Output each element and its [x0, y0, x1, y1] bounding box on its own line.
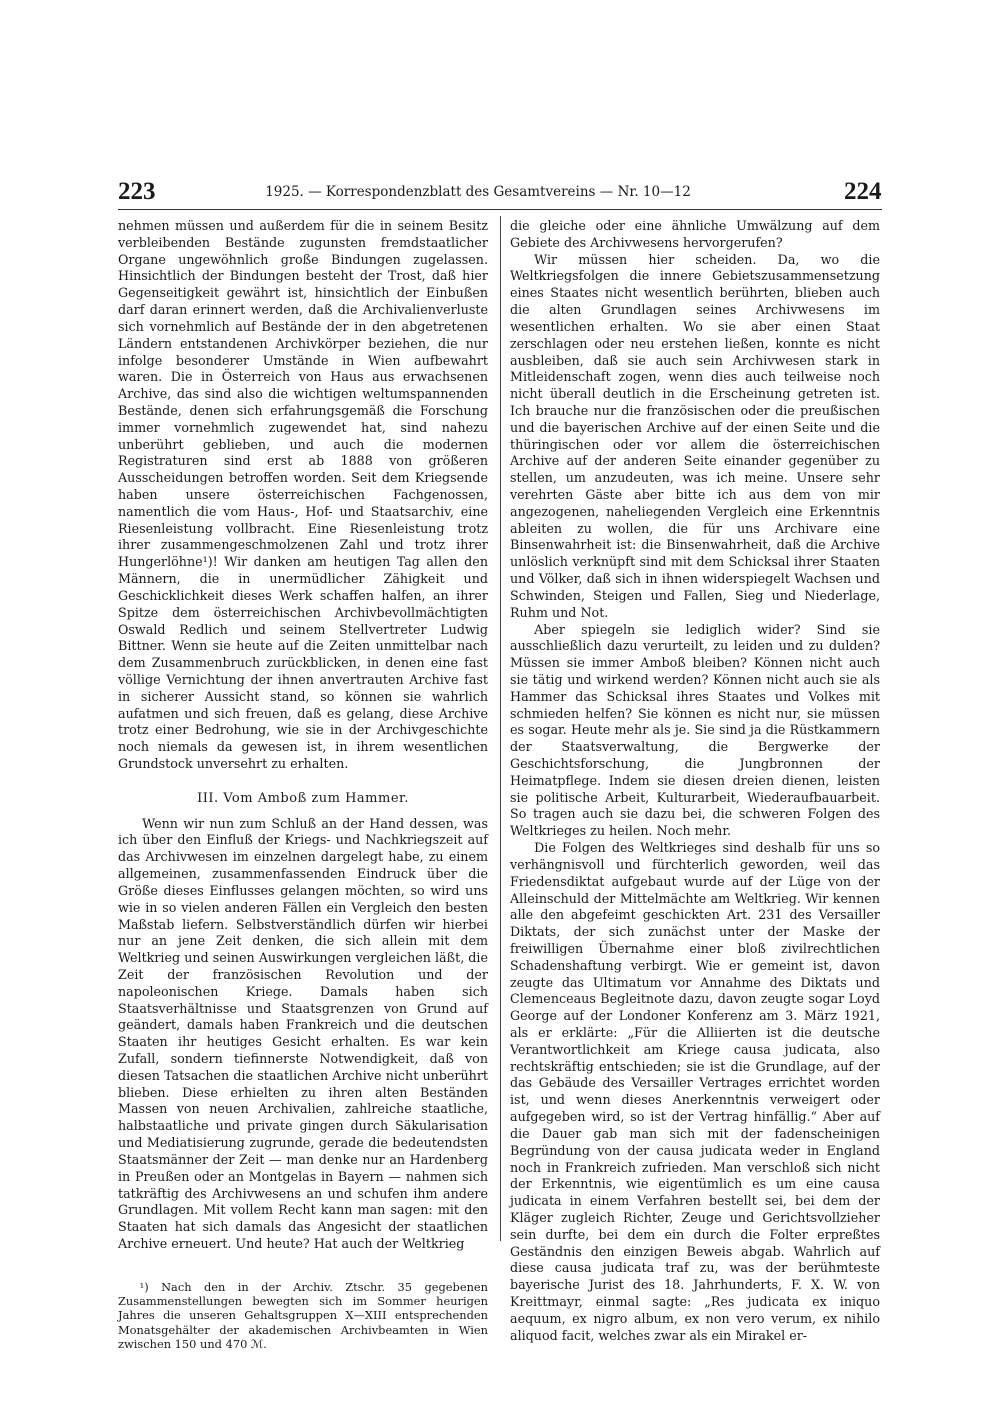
page-number-right: 224 [844, 178, 882, 205]
paragraph: Die Folgen des Weltkrieges sind deshalb für uns so verhängnisvoll und fürchterlich geworden, weil das Friedensdiktat aufgebaut wurde auf der Lüge von der Alleinschuld der Mittelmächte am Weltkrieg. Wir kennen alle den abgefeimt geschickten Art. 231 des Versailler Diktats, der sich zunächst unter der Maske der freiwilligen Übernahme einer bloß zivilrechtlichen Schadenshaftung verbirgt. Wie er gemeint ist, davon zeugte das Ultimatum vor Annahme des Diktats und Clemenceaus Begleitnote dazu, davon zeugte sogar Loyd George auf der Londoner Konferenz am 3. März 1921, als er erklärte: „Für die Alliierten ist die deutsche Verantwortlichkeit am Kriege causa judicata, also rechtskräftig entschieden; sie ist die Grundlage, auf der das Gebäude des Versailler Vertrages errichtet worden ist, und wenn dieses Anerkenntnis verweigert oder aufgegeben wird, so ist der Vertrag hinfällig.“ Aber auf die Dauer gab man sich mit der fadenscheinigen Begründung von der causa judicata weder in England noch in Frankreich zufrieden. Man verschloß sich nicht der Erkenntnis, wie eigentümlich es um eine causa judicata in einem Verfahren bestellt sei, bei dem der Kläger zugleich Richter, Zeuge und Gerichtsvollzieher sein durfte, bei dem ein durch die Folter erpreßtes Geständnis den einzigen Beweis abgab. Wahrlich auf diese causa judicata traf zu, was der berühmteste bayerische Jurist des 18. Jahrhunderts, F. X. W. von Kreittmayr, einmal sagte: „Res judicata ex iniquo aequum, ex nigro album, ex non vero verum, ex nihilo aliquod facit, welches zwar als ein Mirakel er- [510, 840, 880, 1343]
right-column [510, 218, 880, 1344]
paragraph: Aber spiegeln sie lediglich wider? Sind sie ausschließlich dazu verurteilt, zu leiden und zu dulden? Müssen sie immer Amboß bleiben? Können nicht auch sie tätig und wirkend werden? Können nicht auch sie als Hammer das Schicksal ihres Staates und Volkes mit schmieden helfen? Sie können es nicht nur, sie müssen es sogar. Heute mehr als je. Sie sind ja die Rüstkammern der Staatsverwaltung, die Bergwerke der Geschichtsforschung, die Jungbronnen der Heimatpflege. Indem sie diesen dreien dienen, leisten sie politische Arbeit, Kulturarbeit, Wiederaufbauarbeit. So tragen auch sie dazu bei, die schweren Folgen des Weltkrieges zu heilen. Noch mehr. [510, 621, 880, 839]
section-heading: III. Vom Amboß zum Hammer. [197, 790, 409, 806]
footnote-separator [118, 1267, 488, 1269]
page-number-left: 223 [118, 178, 156, 205]
paragraph: Wir müssen hier scheiden. Da, wo die Weltkriegsfolgen die innere Gebietszusammensetzung eines Staates nicht wesentlich berührten, blieben auch die alten Grundlagen seines Archivwesens im wesentlichen erhalten. Wo sie aber einen Staat zerschlagen oder neu erstehen ließen, konnte es nicht ausbleiben, daß sie auch sein Archivwesen stark in Mitleidenschaft zogen, wenn dies auch teilweise noch nicht überall deutlich in die Erscheinung getreten ist. Ich brauche nur die französischen oder die preußischen und die bayerischen Archive auf der einen Seite und die thüringischen oder vor allem die österreichischen Archive auf der anderen Seite einander gegenüber zu stellen, um anzudeuten, was ich meine. Unsere sehr verehrten Gäste aber bitte ich aus dem von mir angezogenen, naheliegenden Vergleich eine Erkenntnis ableiten zu wollen, die für uns Archivare eine Binsenwahrheit ist: die Binsenwahrheit, daß die Archive unlöslich verknüpft sind mit dem Schicksal ihrer Staaten und Völker, daß sich in ihnen widerspiegelt Wachsen und Schwinden, Steigen und Fallen, Sieg und Niederlage, Ruhm und Not. [510, 251, 880, 620]
column-divider [500, 216, 501, 1241]
footnote: ¹) Nach den in der Archiv. Ztschr. 35 gegebenen Zusammenstellungen bewegten sich im Sommer heurigen Jahres die unseren Gehaltsgruppen X—XIII entsprechenden Monatsgehälter der akademischen Archivbeamten in Wien zwischen 150 und 470 ℳ. [118, 1279, 488, 1352]
left-column [118, 218, 488, 1352]
header-rule [118, 209, 882, 210]
paragraph: nehmen müssen und außerdem für die in seinem Besitz verbleibenden Bestände zugunsten fremdstaatlicher Organe ungewöhnlich große Bindungen zugelassen. Hinsichtlich der Bindungen besteht der Trost, daß hier Gegenseitigkeit gewährt ist, hinsichtlich der Einbußen darf daran erinnert werden, daß die Archivalienverluste sich vornehmlich auf Bestände der in den abgetretenen Ländern entstandenen Archivkörper beziehen, die nur infolge besonderer Umstände in Wien aufbewahrt waren. Die in Österreich von Haus aus erwachsenen Archive, das sind also die wichtigen weltumspannenden Bestände, denen sich erfahrungsgemäß die Forschung immer vornehmlich zugewendet hat, sind nahezu unberührt geblieben, und auch die modernen Registraturen sind erst ab 1888 von größeren Ausscheidungen betroffen worden. Seit dem Kriegsende haben unsere österreichischen Fachgenossen, namentlich die vom Haus-, Hof- und Staatsarchiv, eine Riesenleistung vollbracht. Eine Riesenleistung trotz ihrer zusammengeschmolzenen Zahl und trotz ihrer Hungerlöhne¹)! Wir danken am heutigen Tag allen den Männern, die in unermüdlicher Zähigkeit und Geschicklichkeit dieses Werk schaffen halfen, an ihrer Spitze dem österreichischen Archivbevollmächtigten Oswald Redlich und seinem Stellvertreter Ludwig Bittner. Wenn sie heute auf die Zeiten unmittelbar nach dem Zusammenbruch zurückblicken, in denen eine fast völlige Vernichtung der ihnen anvertrauten Archive fast in sicherer Aussicht stand, so können sie wahrlich aufatmen und sich freuen, daß es gelang, diese Archive trotz einer Bedrohung, wie sie in der Archivgeschichte noch niemals da gewesen ist, in ihrem wesentlichen Grundstock unversehrt zu erhalten. [118, 218, 488, 771]
paragraph: die gleiche oder eine ähnliche Umwälzung auf dem Gebiete des Archivwesens hervorgerufen? [510, 218, 880, 250]
running-head: 1925. — Korrespondenzblatt des Gesamtvereins — Nr. 10—12 [265, 184, 691, 200]
paragraph: Wenn wir nun zum Schluß an der Hand dessen, was ich über den Einfluß der Kriegs- und Nachkriegszeit auf das Archivwesen im einzelnen dargelegt habe, zu einem allgemeinen, zusammenfassenden Eindruck über die Größe dieses Einflusses gelangen möchten, so wird uns wie in so vielen anderen Fällen ein Vergleich den besten Maßstab liefern. Selbstverständlich dürfen wir hierbei nur an jene Zeit denken, die sich allein mit dem Weltkrieg und seinen Auswirkungen vergleichen läßt, die Zeit der französischen Revolution und der napoleonischen Kriege. Damals haben sich Staatsverhältnisse und Staatsgrenzen von Grund auf geändert, damals haben Frankreich und die deutschen Staaten ihr heutiges Gesicht erhalten. Es war kein Zufall, sondern tiefinnerste Notwendigkeit, daß von diesen Tatsachen die staatlichen Archive nicht unberührt blieben. Diese erhielten zu ihren alten Beständen Massen von neuen Archivalien, zahlreiche staatliche, halbstaatliche und private gingen durch Säkularisation und Mediatisierung zugrunde, gerade die bedeutendsten Staatsmänner der Zeit — man denke nur an Hardenberg in Preußen oder an Montgelas in Bayern — nahmen sich tatkräftig des Archivwesens an und schufen ihm andere Grundlagen. Mit vollem Recht kann man sagen: mit den Staaten hat sich damals das Angesicht der staatlichen Archive erneuert. Und heute? Hat auch der Weltkrieg [118, 815, 488, 1251]
